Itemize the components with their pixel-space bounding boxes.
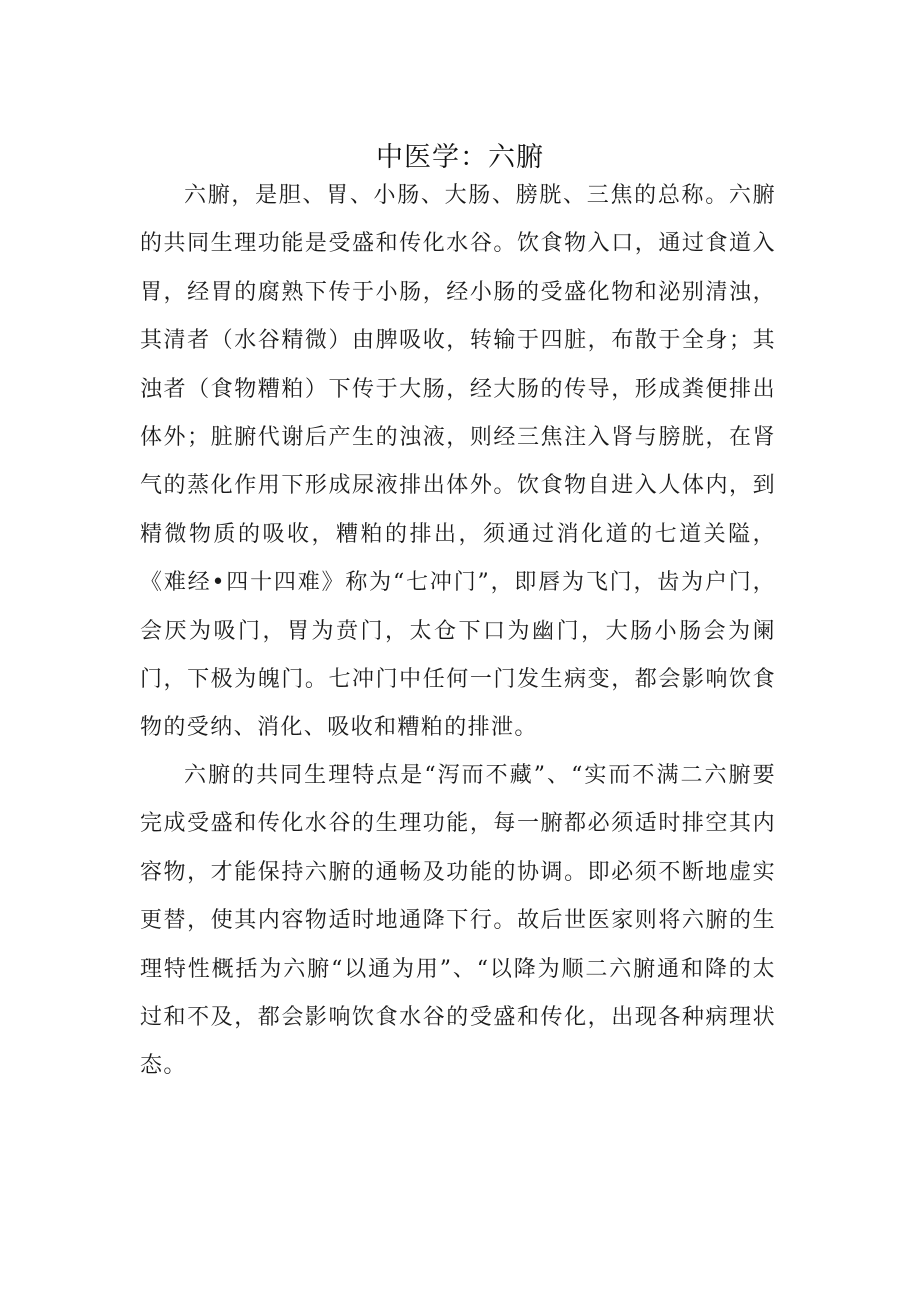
paragraph-general-functions: 六腑，是胆、胃、小肠、大肠、膀胱、三焦的总称。六腑的共同生理功能是受盛和传化水谷。饮食物入口，通过食道入胃，经胃的腐熟下传于小肠，经小肠的受盛化物和泌别清浊，其清者（水谷精微）由脾吸收，转输于四脏，布散于全身；其浊者（食物糟粕）下传于大肠，经大肠的传导，形成粪便排出体外；脏腑代谢后产生的浊液，则经三焦注入肾与膀胱，在肾气的蒸化作用下形成尿液排出体外。饮食物自进入人体内，到精微物质的吸收，糟粕的排出，须通过消化道的七道关隘，《难经•四十四难》称为“七冲门”，即唇为飞门，齿为户门，会厌为吸门，胃为贲门，太仓下口为幽门，大肠小肠会为阑门，下极为魄门。七冲门中任何一门发生病变，都会影响饮食物的受纳、消化、吸收和糟粕的排泄。	[140, 183, 776, 741]
document-title: 中医学：六腑	[376, 142, 544, 173]
paragraph-physiological-characteristics: 六腑的共同生理特点是“泻而不藏”、“实而不满二六腑要完成受盛和传化水谷的生理功能，每一腑都必须适时排空其内容物，才能保持六腑的通畅及功能的协调。即必须不断地虚实更替，使其内容物适时地通降下行。故后世医家则将六腑的生理特性概括为六腑“以通为用”、“以降为顺二六腑通和降的太过和不及，都会影响饮食水谷的受盛和传化，出现各种病理状态。	[140, 763, 776, 1079]
